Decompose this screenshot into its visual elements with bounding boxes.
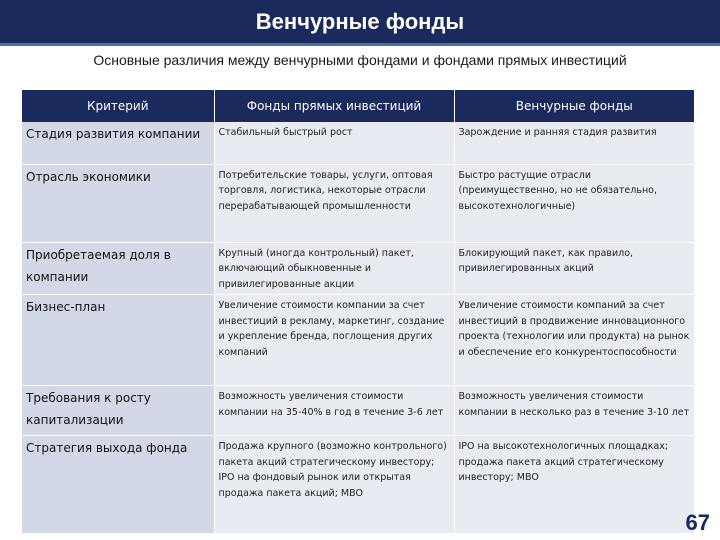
venture-cell: Увеличение стоимости компаний за счет инвестиций в продвижение инновационного проекта (технологии или продукта) на рынок и обеспечение его конкурентоспособности <box>454 295 694 386</box>
table-row <box>22 164 694 242</box>
venture-cell: Блокирующий пакет, как правило, привилегированных акций <box>454 242 694 295</box>
private-equity-cell: Увеличение стоимости компании за счет инвестиций в рекламу, маркетинг, создание и укрепление бренда, поглощения других компаний <box>214 295 454 386</box>
venture-cell: Возможность увеличения стоимости компании в несколько раз в течение 3-10 лет <box>454 386 694 436</box>
private-equity-cell: Стабильный быстрый рост <box>214 122 454 164</box>
criterion-cell: Отрасль экономики <box>22 164 214 242</box>
column-header-criterion: Критерий <box>22 90 214 122</box>
table-row <box>22 242 694 295</box>
venture-cell: Быстро растущие отрасли (преимущественно, но не обязательно, высокотехнологичные) <box>454 164 694 242</box>
private-equity-cell: Крупный (иногда контрольный) пакет, включающий обыкновенные и привилегированные акции <box>214 242 454 295</box>
venture-cell: IPO на высокотехнологичных площадках; продажа пакета акций стратегическому инвестору; MBO <box>454 436 694 534</box>
table-header-row <box>22 90 694 122</box>
criterion-cell: Стадия развития компании <box>22 122 214 164</box>
column-header-private-equity: Фонды прямых инвестиций <box>214 90 454 122</box>
comparison-table <box>22 90 694 534</box>
criterion-cell: Бизнес-план <box>22 295 214 386</box>
title-bar <box>0 0 720 46</box>
table-row <box>22 436 694 534</box>
column-header-venture: Венчурные фонды <box>454 90 694 122</box>
table-row <box>22 386 694 436</box>
page-number: 67 <box>685 510 710 535</box>
criterion-cell: Стратегия выхода фонда <box>22 436 214 534</box>
private-equity-cell: Продажа крупного (возможно контрольного) пакета акций стратегическому инвестору; IPO на фондовый рынок или открытая продажа пакета акций; MBO <box>214 436 454 534</box>
subtitle: Основные различия между венчурными фондами и фондами прямых инвестиций <box>93 52 627 68</box>
private-equity-cell: Возможность увеличения стоимости компании на 35-40% в год в течение 3-6 лет <box>214 386 454 436</box>
venture-cell: Зарождение и ранняя стадия развития <box>454 122 694 164</box>
page-title: Венчурные фонды <box>255 8 465 34</box>
table-row <box>22 295 694 386</box>
table-row <box>22 122 694 164</box>
private-equity-cell: Потребительские товары, услуги, оптовая торговля, логистика, некоторые отрасли перерабатывающей промышленности <box>214 164 454 242</box>
criterion-cell: Требования к росту капитализации <box>22 386 214 436</box>
criterion-cell: Приобретаемая доля в компании <box>22 242 214 295</box>
